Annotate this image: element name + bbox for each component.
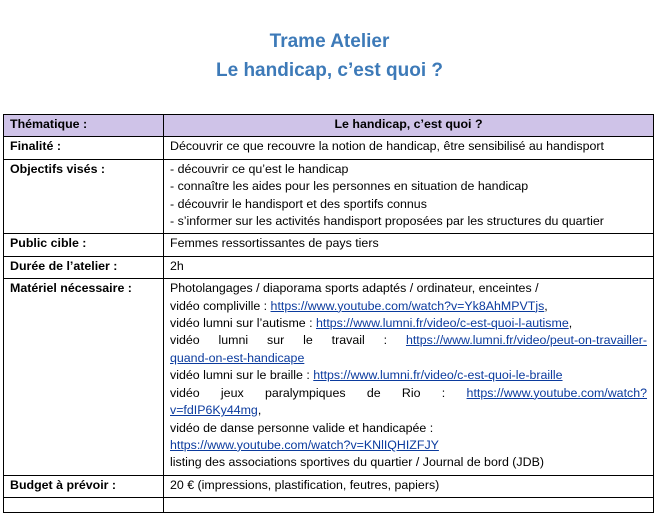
row-value: 20 € (impressions, plastification, feutres, papiers) [164,475,654,497]
row-value: Femmes ressortissantes de pays tiers [164,234,654,256]
table-row-objectifs [4,159,654,234]
travail-video-link-continued[interactable]: quand-on-est-handicape [170,350,305,365]
objectives-list [164,159,654,234]
row-label: Budget à prévoir : [4,475,164,497]
row-label: Public cible : [4,234,164,256]
materials-line: vidéo de danse personne valide et handicapée : [170,420,434,435]
materials-line [170,332,647,349]
list-item: - découvrir ce qu’est le handicap [170,161,349,176]
materials-line [170,402,647,419]
materials-text: , [568,316,573,331]
list-item: - connaître les aides pour les personnes en situation de handicap [170,179,529,194]
row-value: Découvrir ce que recouvre la notion de handicap, être sensibilisé au handisport [164,137,654,159]
document-subtitle: Le handicap, c’est quoi ? [216,60,443,81]
materials-cell [164,279,654,475]
materials-line [170,385,647,402]
row-label: Finalité : [4,137,164,159]
rio-video-link[interactable]: https://www.youtube.com/watch? [466,385,647,400]
autisme-video-link[interactable]: https://www.lumni.fr/video/c-est-quoi-l-autisme [316,316,569,331]
compliville-video-link[interactable]: https://www.youtube.com/watch?v=Yk8AhMPVTjs [270,298,545,313]
materials-line: listing des associations sportives du quartier / Journal de bord (JDB) [170,455,544,470]
list-item: - s’informer sur les activités handisport proposées par les structures du quartier [170,214,604,229]
table-row-cut-off [4,498,654,513]
materials-line [170,367,647,384]
row-value: Le handicap, c’est quoi ? [164,115,654,137]
workshop-table [3,114,654,513]
row-value: 2h [164,256,654,278]
row-label-cut-off [4,498,164,513]
list-item: - découvrir le handisport et des sportifs connus [170,196,427,211]
table-row-duree [4,256,654,278]
table-row-public [4,234,654,256]
materials-text: , [544,298,548,313]
braille-video-link[interactable]: https://www.lumni.fr/video/c-est-quoi-le-braille [313,368,563,383]
row-label: Objectifs visés : [4,159,164,234]
rio-video-link-continued[interactable]: v=fdIP6Ky44mg [170,403,258,418]
materials-line [170,437,647,454]
danse-video-link[interactable]: https://www.youtube.com/watch?v=KNlIQHIZFJY [170,437,439,452]
row-value-cut-off [164,498,654,513]
materials-text: vidéo lumni sur le travail : [170,333,406,348]
materials-text: vidéo lumni sur le braille : [170,368,314,383]
materials-line [170,315,647,332]
table-row-thematique [4,115,654,137]
materials-text: vidéo compliville : [170,298,271,313]
table-row-budget [4,475,654,497]
row-label: Thématique : [4,115,164,137]
materials-line: Photolangages / diaporama sports adaptés / ordinateur, enceintes / [170,281,539,296]
materials-text: vidéo jeux paralympiques de Rio : [170,385,467,400]
materials-line [170,350,647,367]
row-label: Durée de l’atelier : [4,256,164,278]
row-label: Matériel nécessaire : [4,279,164,475]
table-row-materiel [4,279,654,475]
travail-video-link[interactable]: https://www.lumni.fr/video/peut-on-travailler- [405,333,647,348]
materials-line [170,298,647,315]
table-row-finalite [4,137,654,159]
document-title: Trame Atelier [269,31,390,52]
materials-text: vidéo lumni sur l’autisme : [170,316,316,331]
materials-text: , [257,403,262,418]
